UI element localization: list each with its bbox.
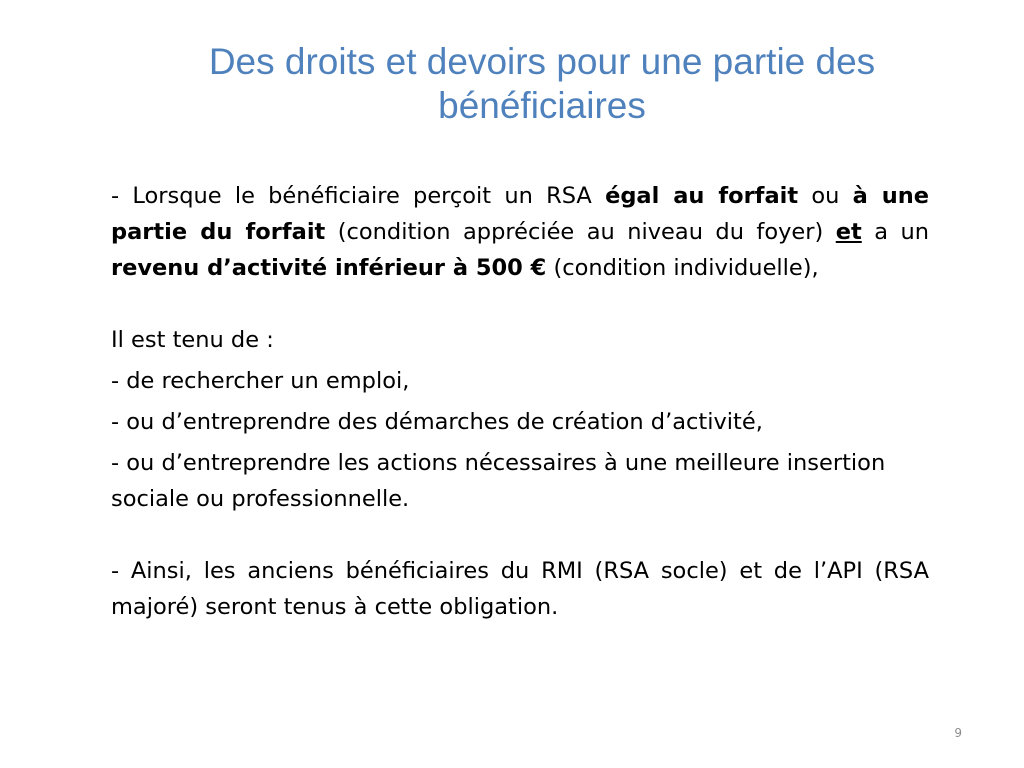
obligation-item-1: - de rechercher un emploi, xyxy=(111,368,410,394)
obligation-item-2: - ou d’entreprendre des démarches de création d’activité, xyxy=(111,409,763,435)
condition-bold-2: à une partie du forfait xyxy=(111,183,929,245)
condition-text-2: ou xyxy=(798,183,853,209)
condition-bold-4: revenu d’activité inférieur à 500 € xyxy=(111,255,547,281)
condition-text-5: (condition individuelle), xyxy=(546,255,819,281)
condition-bold-3: et xyxy=(835,219,862,245)
slide-title-line-2: bénéficiaires xyxy=(438,85,646,126)
page-number: 9 xyxy=(954,726,962,740)
conclusion-paragraph: - Ainsi, les anciens bénéficiaires du RMI (RSA socle) et de l’API (RSA majoré) seront tenus à cette obligation. xyxy=(111,558,929,620)
slide-body xyxy=(111,178,929,625)
condition-bold-1: égal au forfait xyxy=(605,183,799,209)
obligation-intro: Il est tenu de : xyxy=(111,327,274,353)
condition-text-3: (condition appréciée au niveau du foyer) xyxy=(325,219,836,245)
slide-title-line-1: Des droits et devoirs pour une partie des xyxy=(208,41,876,82)
condition-text-1: - Lorsque le bénéficiaire perçoit un RSA xyxy=(111,183,606,209)
slide-title xyxy=(110,40,974,128)
obligation-item-3: - ou d’entreprendre les actions nécessaires à une meilleure insertion sociale ou professionnelle. xyxy=(111,450,886,512)
condition-paragraph xyxy=(111,178,929,286)
condition-text-4: a un xyxy=(861,219,929,245)
